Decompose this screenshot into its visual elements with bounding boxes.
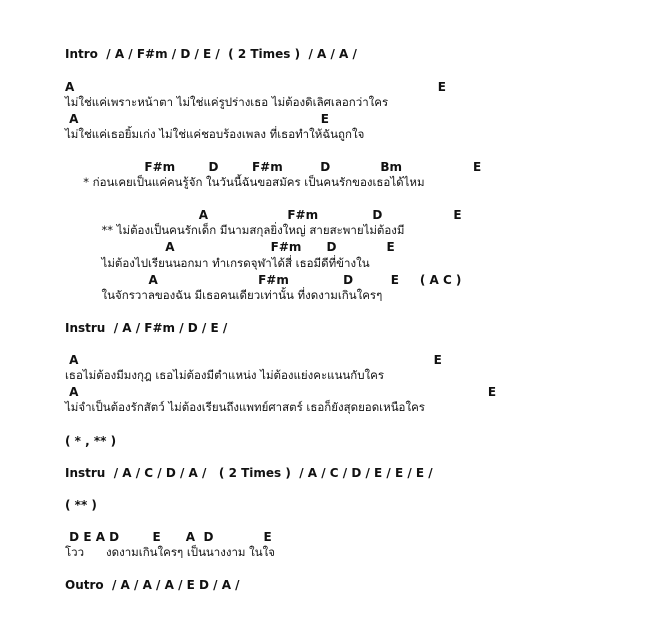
intro-line: Intro / A / F#m / D / E / ( 2 Times ) / A / A /: [65, 47, 357, 61]
verse1-lyric-line-1: ไม่ใช่แค่เพราะหน้าตา ไม่ใช่แค่รูปร่างเธอ ไม่ต้องดิเลิศเลอกว่าใคร: [65, 95, 389, 109]
verse1-lyric-line-2: ไม่ใช่แค่เธอยิ้มเก่ง ไม่ใช่แค่ชอบร้องเพลง ที่เธอทำให้ฉันถูกใจ: [65, 127, 365, 141]
ending-lyric-line: โวว งดงามเกินใครๆ เป็นนางงาม ในใจ: [65, 545, 275, 559]
chorus-lyric-line-3: ในจักรวาลของฉัน มีเธอคนเดียวเท่านั้น ที่งดงามเกินใครๆ: [65, 288, 383, 302]
verse2-chord-line-2: A E: [65, 385, 497, 399]
verse2-lyric-line-1: เธอไม่ต้องมีมงกุฎ เธอไม่ต้องมีตำแหน่ง ไม่ต้องแย่งคะแนนกับใคร: [65, 368, 385, 382]
verse2-lyric-line-2: ไม่จำเป็นต้องรักสัตว์ ไม่ต้องเรียนถึงแพทย์ศาสตร์ เธอก็ยังสุดยอดเหนือใคร: [65, 400, 425, 414]
prechorus-chord-line: F#m D F#m D Bm E: [65, 160, 482, 174]
outro-line: Outro / A / A / A / E D / A /: [65, 578, 240, 592]
instru-line-1: Instru / A / F#m / D / E /: [65, 321, 228, 335]
repeat-marker-2: ( ** ): [65, 498, 97, 512]
instru-line-2: Instru / A / C / D / A / ( 2 Times ) / A / C / D / E / E / E /: [65, 466, 433, 480]
chorus-lyric-line-1: ** ไม่ต้องเป็นคนรักเด็ก มีนามสกุลยิ่งใหญ่ สายสะพายไม่ต้องมี: [65, 223, 405, 237]
chorus-lyric-line-2: ไม่ต้องไปเรียนนอกมา ทำเกรดจุฬาได้สี่ เธอมีดีที่ข้างใน: [65, 256, 370, 270]
chorus-chord-line-3: A F#m D E ( A C ): [65, 273, 462, 287]
verse1-chord-line-2: A E: [65, 112, 329, 126]
chorus-chord-line-1: A F#m D E: [65, 208, 462, 222]
prechorus-lyric-line: * ก่อนเคยเป็นแค่คนรู้จัก ในวันนี้ฉันขอสมัคร เป็นคนรักของเธอได้ไหม: [65, 175, 425, 189]
verse2-chord-line-1: A E: [65, 353, 442, 367]
verse1-chord-line-1: A E: [65, 80, 446, 94]
ending-chord-line: D E A D E A D E: [65, 530, 272, 544]
chorus-chord-line-2: A F#m D E: [65, 240, 395, 254]
repeat-marker-1: ( * , ** ): [65, 434, 117, 448]
